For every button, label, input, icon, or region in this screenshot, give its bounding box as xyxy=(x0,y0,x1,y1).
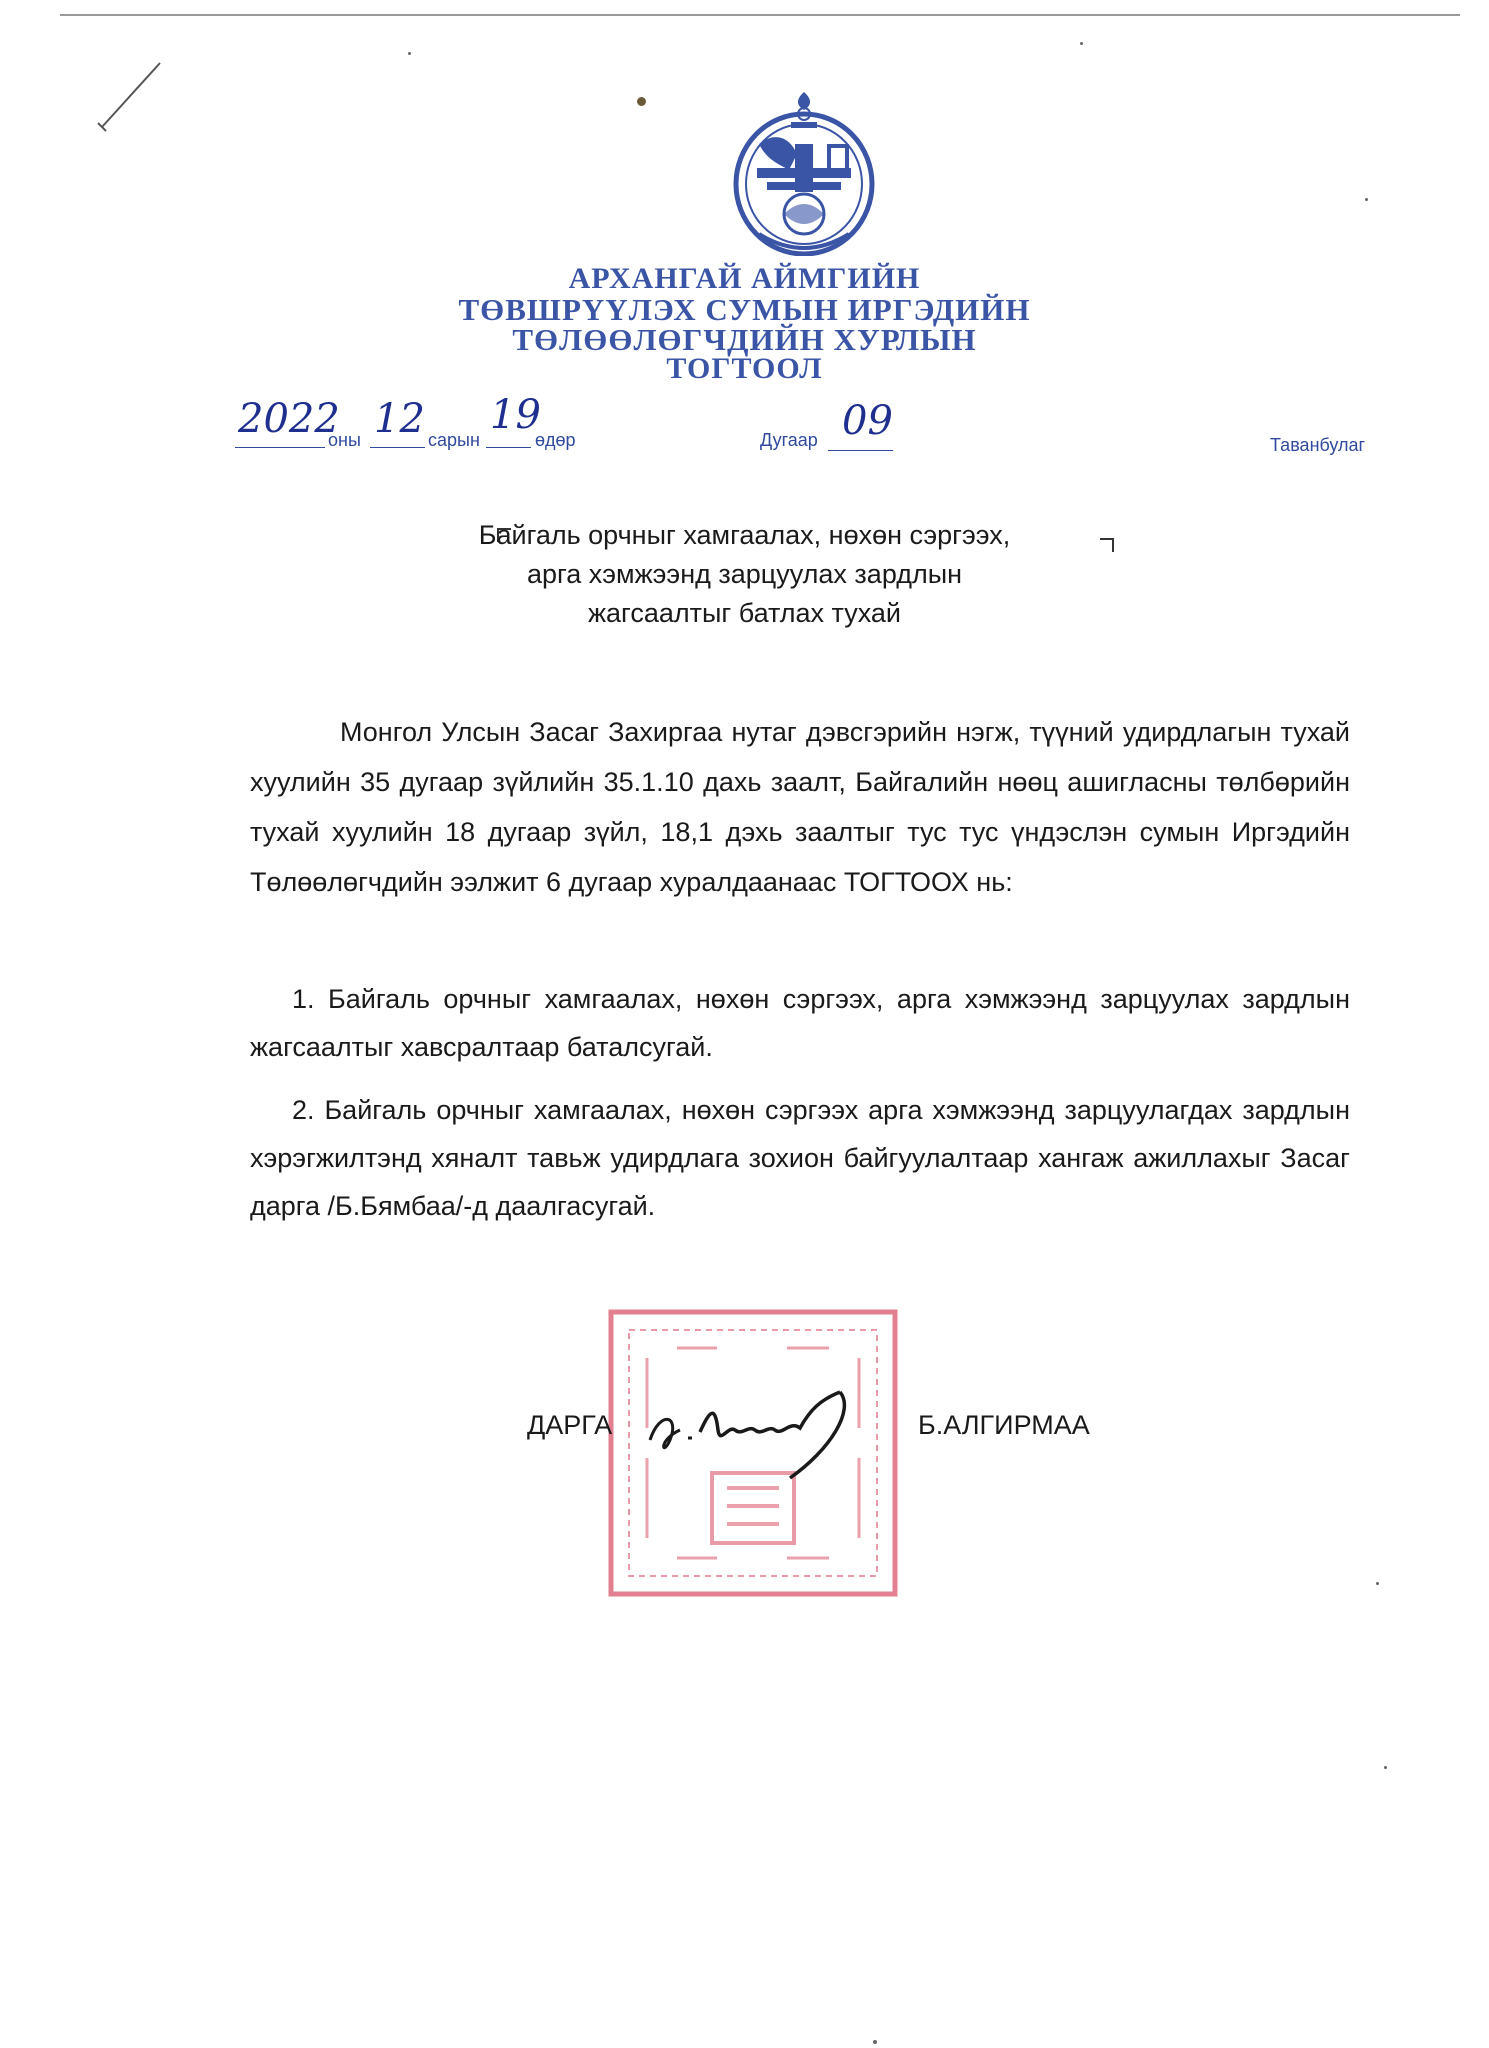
scan-speck xyxy=(873,2040,877,2044)
scan-speck xyxy=(1365,198,1368,201)
resolution-items xyxy=(250,975,1350,1230)
resolution-title-line1: Байгаль орчныг хамгаалах, нөхөн сэргээх, xyxy=(478,520,1011,550)
handwritten-number: 09 xyxy=(842,398,893,444)
month-suffix: сарын xyxy=(428,430,480,450)
resolution-title-line3: жагсаалтыг батлах тухай xyxy=(587,598,902,628)
pen-stroke-mark xyxy=(90,55,180,145)
handwritten-year: 2022 xyxy=(238,396,340,442)
signatory-position: ДАРГА xyxy=(527,1410,613,1440)
header-line-khural: ТӨЛӨӨЛӨГЧДИЙН ХУРЛЫН xyxy=(512,322,977,357)
resolution-title-line2: арга хэмжээнд зарцуулах зардлын xyxy=(526,559,963,589)
document-type-title: ТОГТООЛ xyxy=(666,352,823,385)
resolution-item-2: 2. Байгаль орчныг хамгаалах, нөхөн сэргээх арга хэмжээнд зарцуулагдах зардлын хэрэгжилтэнд хяналт тавьж удирдлага зохион байгуулалтаар хангаж ажиллахыг Засаг дарга /Б.Бямбаа/-д даалгасугай. xyxy=(250,1095,1350,1221)
year-suffix: оны xyxy=(328,430,361,450)
handwritten-signature xyxy=(640,1370,890,1490)
resolution-body xyxy=(250,707,1350,907)
handwritten-day: 19 xyxy=(490,392,541,438)
scan-edge-line xyxy=(60,14,1460,16)
state-emblem-icon xyxy=(729,84,879,256)
day-underline xyxy=(486,447,531,448)
preamble-paragraph: Монгол Улсын Засаг Захиргаа нутаг дэвсгэрийн нэгж, түүний удирдлагын тухай хуулийн 35 дугаар зүйлийн 35.1.10 дахь заалт, Байгалийн нөөц ашигласны төлбөрийн тухай хуулийн 18 дугаар зүйл, 18,1 дэхь заалтыг тус тус үндэслэн сумын Иргэдийн Төлөөлөгчдийн ээлжит 6 дугаар хуралдаанаас ТОГТООХ нь: xyxy=(250,717,1350,897)
place-name: Таванбулаг xyxy=(1270,435,1366,455)
scan-speck xyxy=(1384,1766,1387,1769)
scan-speck xyxy=(1080,42,1083,45)
number-underline xyxy=(828,450,893,451)
signatory-name: Б.АЛГИРМАА xyxy=(918,1410,1090,1440)
scan-speck xyxy=(408,52,411,55)
header-line-sum: ТӨВШРҮҮЛЭХ СУМЫН ИРГЭДИЙН xyxy=(458,292,1031,327)
resolution-item-1: 1. Байгаль орчныг хамгаалах, нөхөн сэргээх, арга хэмжээнд зарцуулах зардлын жагсаалтыг хавсралтаар баталсугай. xyxy=(250,984,1350,1062)
scan-speck xyxy=(1376,1582,1379,1585)
scan-speck xyxy=(637,97,646,106)
year-underline xyxy=(235,447,325,448)
day-suffix: өдөр xyxy=(535,430,576,450)
handwritten-month: 12 xyxy=(374,396,425,442)
month-underline xyxy=(370,447,425,448)
header-line-aimag: АРХАНГАЙ АЙМГИЙН xyxy=(568,262,921,295)
number-label: Дугаар xyxy=(760,430,818,450)
